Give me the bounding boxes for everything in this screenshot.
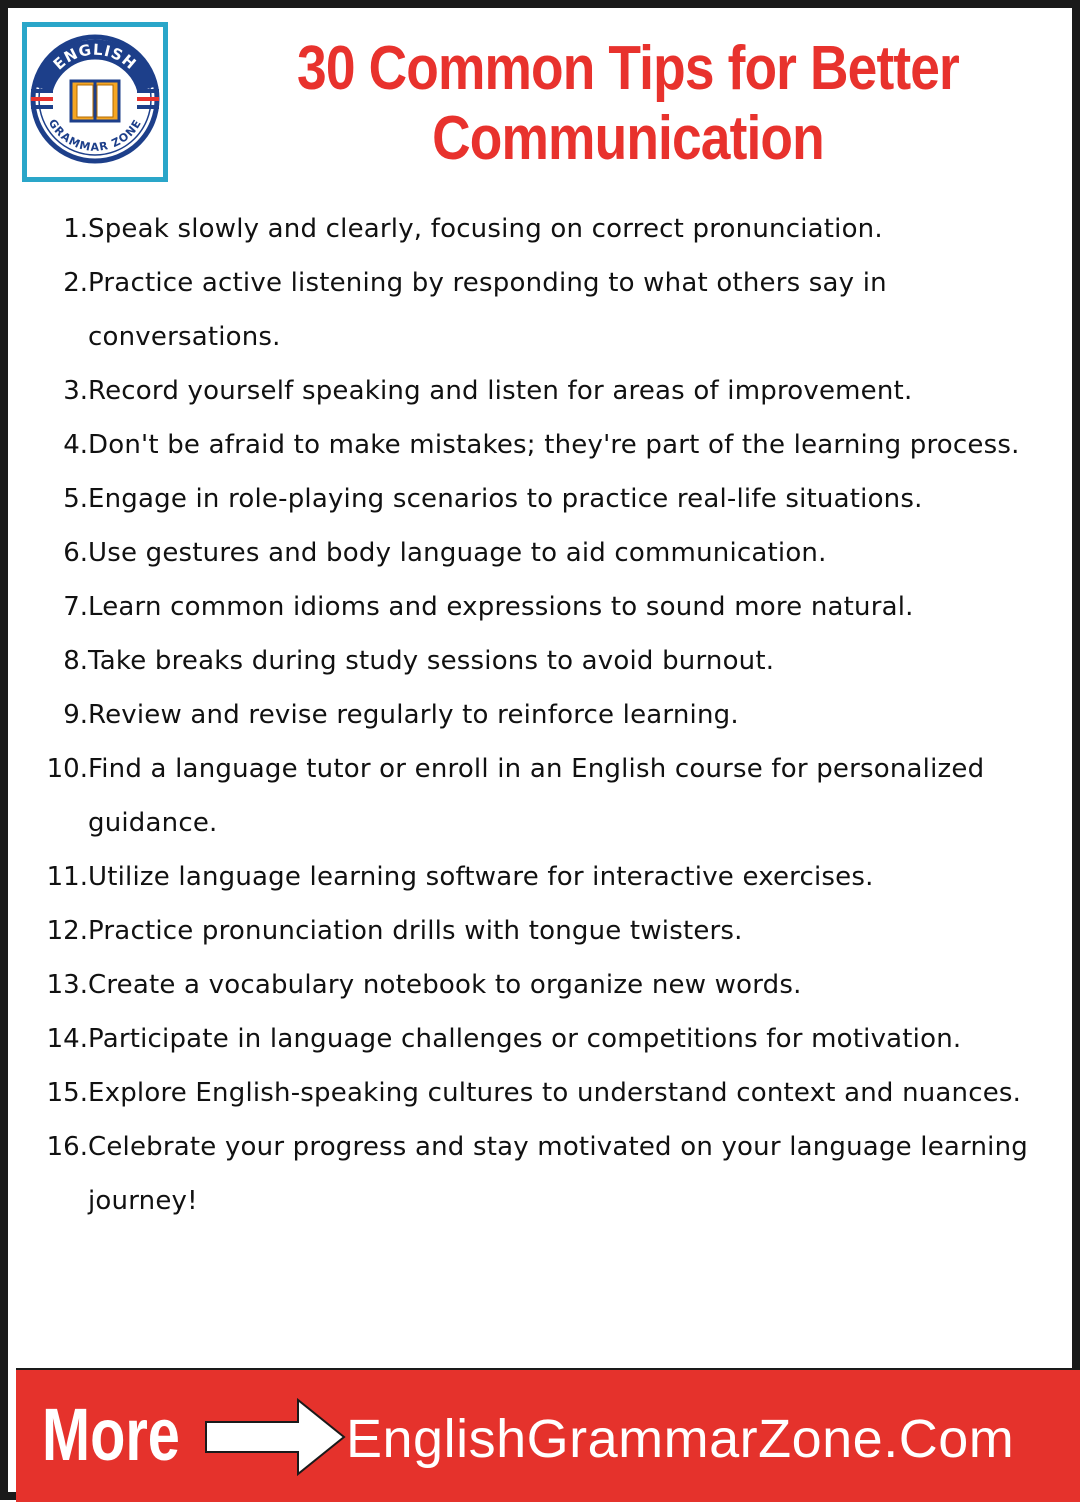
tip-text: Create a vocabulary notebook to organize new words. <box>88 970 802 1000</box>
tip-number: 16. <box>46 1132 88 1162</box>
tip-number: 7. <box>63 592 88 622</box>
right-arrow-icon <box>202 1396 348 1478</box>
tip-number: 12. <box>46 916 88 946</box>
page-title <box>258 34 998 174</box>
tip-item <box>8 1120 1080 1228</box>
logo-emblem <box>27 27 163 177</box>
tip-text: Engage in role-playing scenarios to practice real-life situations. <box>88 484 923 514</box>
footer-more-label: More <box>42 1393 180 1476</box>
tip-item <box>8 256 1080 364</box>
site-logo <box>22 22 168 182</box>
tip-number: 9. <box>63 700 88 730</box>
logo-top-text: ENGLISH <box>49 40 141 74</box>
tips-list <box>8 202 1080 1228</box>
tip-number: 11. <box>46 862 88 892</box>
tip-text: Take breaks during study sessions to avoid burnout. <box>88 646 775 676</box>
tip-text: Record yourself speaking and listen for areas of improvement. <box>88 376 913 406</box>
tip-number: 2. <box>63 268 88 298</box>
tip-item <box>8 688 1080 742</box>
tip-text: Utilize language learning software for interactive exercises. <box>88 862 874 892</box>
tip-text: Review and revise regularly to reinforce learning. <box>88 700 739 730</box>
tip-text: Find a language tutor or enroll in an English course for personalized guidance. <box>88 754 985 838</box>
tip-item <box>8 580 1080 634</box>
tip-text: Speak slowly and clearly, focusing on correct pronunciation. <box>88 214 883 244</box>
tip-item <box>8 850 1080 904</box>
tip-item <box>8 634 1080 688</box>
tip-number: 10. <box>46 754 88 784</box>
tip-number: 5. <box>63 484 88 514</box>
tip-number: 1. <box>63 214 88 244</box>
footer-banner[interactable] <box>16 1368 1080 1502</box>
tip-number: 8. <box>63 646 88 676</box>
tip-number: 13. <box>46 970 88 1000</box>
tip-text: Explore English-speaking cultures to understand context and nuances. <box>88 1078 1022 1108</box>
page-title-line-1: 30 Common Tips for Better <box>297 34 959 103</box>
tip-text: Practice active listening by responding to what others say in conversations. <box>88 268 887 352</box>
tip-text: Don't be afraid to make mistakes; they're part of the learning process. <box>88 430 1020 460</box>
tip-number: 4. <box>63 430 88 460</box>
tip-text: Participate in language challenges or competitions for motivation. <box>88 1024 962 1054</box>
tip-item <box>8 418 1080 472</box>
tip-number: 3. <box>63 376 88 406</box>
tip-item <box>8 472 1080 526</box>
tip-number: 6. <box>63 538 88 568</box>
tip-text: Use gestures and body language to aid communication. <box>88 538 827 568</box>
tip-text: Celebrate your progress and stay motivated on your language learning journey! <box>88 1132 1028 1216</box>
tip-item <box>8 1012 1080 1066</box>
tip-item <box>8 1066 1080 1120</box>
tip-item <box>8 364 1080 418</box>
tip-item <box>8 526 1080 580</box>
tip-item <box>8 202 1080 256</box>
tip-item <box>8 904 1080 958</box>
logo-bottom-text: GRAMMAR ZONE <box>45 116 145 154</box>
book-icon <box>71 81 119 121</box>
tip-number: 15. <box>46 1078 88 1108</box>
tip-item <box>8 958 1080 1012</box>
tip-text: Learn common idioms and expressions to sound more natural. <box>88 592 914 622</box>
tip-number: 14. <box>46 1024 88 1054</box>
page-title-line-2: Communication <box>432 104 824 173</box>
tip-text: Practice pronunciation drills with tongue twisters. <box>88 916 743 946</box>
tip-item <box>8 742 1080 850</box>
footer-site-link[interactable]: EnglishGrammarZone.Com <box>346 1409 1015 1469</box>
